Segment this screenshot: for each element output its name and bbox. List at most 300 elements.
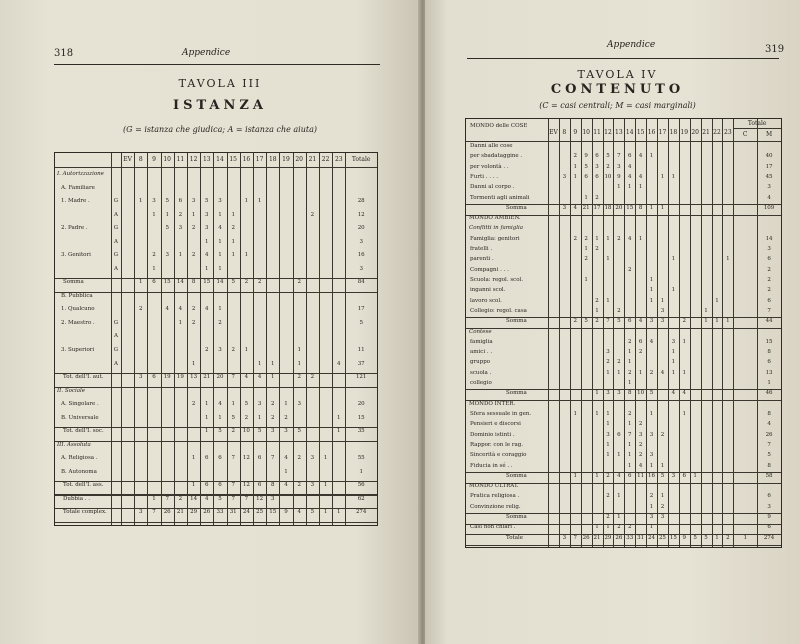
row-ga-code: G [113, 252, 119, 259]
table-cell: 2 [191, 252, 196, 259]
sum-rule [55, 441, 377, 442]
row-label: A. Singolare . [61, 401, 99, 408]
table-cell: 20 [357, 225, 365, 232]
right-page [425, 0, 800, 644]
row-label: Tot. dell'I. aut. [63, 374, 104, 381]
column-rule [161, 153, 162, 525]
column-header: 10 [582, 129, 590, 136]
table-cell: 4 [638, 153, 643, 160]
table-cell: 2 [617, 359, 621, 366]
right-head-rule [467, 58, 779, 59]
table-cell: 1 [152, 265, 156, 272]
left-running-head: Appendice [182, 48, 231, 58]
table-cell: 3 [562, 173, 567, 180]
table-cell: 2 [271, 414, 275, 421]
table-cell: 1 [638, 369, 643, 376]
column-header: 12 [189, 156, 198, 163]
table-cell: 2 [638, 441, 643, 448]
table-cell: 6 [682, 472, 686, 479]
table-cell: 6 [638, 338, 643, 345]
table-cell: 1 [715, 534, 719, 541]
table-cell: 2 [627, 338, 632, 345]
table-cell: 45 [765, 173, 773, 180]
table-cell: 6 [178, 198, 183, 205]
column-header: 20 [691, 129, 699, 136]
table-cell: 3 [178, 225, 183, 232]
row-label: III. Assoluta [57, 441, 91, 448]
table-cell: 1 [231, 211, 235, 218]
table-cell: 31 [637, 534, 645, 541]
column-rule [121, 153, 122, 525]
table-cell: 3 [595, 163, 599, 170]
table-cell: 1 [595, 411, 599, 417]
table-cell: 6 [205, 482, 209, 489]
row-label: Totale [506, 534, 524, 541]
table-cell: 1 [627, 462, 632, 469]
table-cell: 2 [297, 482, 301, 489]
table-cell: 3 [297, 401, 301, 408]
table-cell: 1 [627, 452, 632, 459]
table-cell: 6 [152, 374, 156, 381]
table-cell: 1 [323, 455, 328, 462]
table-cell: 7 [573, 534, 577, 541]
table-cell: 1 [627, 349, 632, 356]
table-cell: 4 [573, 204, 577, 211]
table-cell: 1 [584, 194, 588, 201]
row-label: Compagni . . . [470, 266, 509, 273]
table-cell: 3 [562, 204, 567, 211]
table-cell: 1 [284, 468, 288, 475]
row-label: inganni scol. [470, 287, 506, 294]
header-label: MONDO delle COSE [470, 123, 528, 129]
table-cell: 1 [649, 462, 654, 469]
table-cell: 24 [242, 509, 250, 516]
table-cell: 1 [152, 495, 156, 502]
table-cell: 7 [231, 495, 235, 502]
table-cell: 1 [606, 452, 610, 459]
row-label: 3. Superiori [61, 347, 95, 353]
column-rule [253, 153, 254, 525]
table-cell: 1 [257, 414, 262, 421]
table-cell: 1 [178, 319, 183, 326]
row-label: Dubbia . . [63, 495, 91, 502]
table-cell: 6 [617, 431, 621, 438]
table-cell: 26 [582, 534, 590, 541]
table-header-rule [55, 167, 377, 168]
row-ga-code: G [113, 319, 119, 326]
table-cell: 6 [257, 455, 262, 462]
table-cell: 3 [606, 349, 610, 356]
table-cell: 1 [671, 287, 676, 294]
total-group-header: Totale [747, 120, 767, 127]
table-cell: 9 [617, 173, 621, 180]
row-label: scuola . [470, 369, 492, 376]
table-cell: 1 [178, 252, 183, 259]
table-cell: 1 [218, 306, 222, 313]
row-label: Somma [63, 279, 84, 286]
table-cell: 6 [218, 482, 222, 489]
table-cell: 2 [638, 349, 643, 356]
table-cell: 17 [357, 306, 365, 313]
row-label: B. Universale [61, 414, 99, 421]
sum-rule [55, 292, 377, 293]
table-cell: 2 [767, 277, 771, 283]
column-header: 11 [593, 129, 601, 136]
table-cell: 1 [297, 347, 301, 353]
row-label: II. Sociale [57, 387, 86, 394]
table-cell: 8 [767, 349, 771, 356]
row-label: 3. Genitori [61, 252, 91, 259]
column-header: Totale [351, 156, 371, 163]
table-cell: 1 [627, 421, 632, 428]
table-cell: 5 [231, 279, 235, 286]
table-cell: 26 [163, 509, 171, 516]
table-cell: 7 [271, 455, 275, 462]
table-cell: 1 [584, 246, 588, 253]
row-ga-code: A [114, 211, 118, 218]
table-cell: 4 [638, 318, 643, 325]
table-cell: 12 [357, 211, 365, 218]
table-cell: 4 [257, 374, 262, 381]
table-cell: 4 [165, 306, 169, 313]
table-cell: 1 [584, 277, 588, 283]
table-cell: 1 [231, 401, 235, 408]
column-header: M [765, 131, 773, 138]
row-label: I. Autorizzazione [57, 171, 104, 177]
table-cell: 1 [191, 482, 196, 489]
table-cell: 1 [244, 198, 249, 205]
table-cell: 1 [767, 380, 771, 387]
table-cell: 2 [606, 359, 610, 366]
table-cell: 5 [244, 401, 249, 408]
row-ga-code: A [114, 265, 118, 272]
table-cell: 1 [165, 211, 169, 218]
table-cell: 274 [763, 534, 775, 541]
table-cell: 3 [139, 374, 143, 381]
table-cell: 13 [765, 369, 773, 376]
table-cell: 8 [638, 204, 643, 211]
table-cell: 2 [139, 306, 143, 313]
table-cell: 1 [606, 297, 610, 304]
table-cell: 2 [573, 153, 577, 160]
table-cell: 15 [765, 338, 773, 345]
table-cell: 4 [218, 401, 222, 408]
table-cell: 1 [649, 287, 654, 294]
table-cell: 4 [337, 360, 341, 367]
right-table-title: CONTENUTO [550, 82, 685, 97]
table-cell: 46 [765, 390, 773, 397]
column-header: 20 [295, 156, 303, 163]
column-header: 19 [680, 129, 689, 136]
table-cell: 4 [671, 390, 676, 397]
table-cell: 1 [139, 279, 143, 286]
table-cell: 2 [606, 493, 610, 500]
table-cell: 2 [205, 347, 209, 353]
column-rule [187, 153, 188, 525]
table-cell: 2 [152, 252, 156, 259]
row-label: per volontà . . [470, 163, 509, 170]
table-cell: 15 [669, 534, 677, 541]
table-cell: 2 [231, 347, 235, 353]
right-page-number: 319 [765, 44, 785, 55]
column-header: C [742, 131, 748, 138]
row-label: Somma [506, 390, 527, 397]
column-header: 9 [152, 156, 156, 163]
table-cell: 3 [638, 431, 643, 438]
table-cell: 1 [682, 369, 686, 376]
table-cell: 3 [767, 246, 771, 253]
row-label: Somma [506, 514, 527, 521]
table-cell: 15 [357, 414, 365, 421]
table-cell: 2 [767, 266, 771, 273]
table-cell: 2 [573, 235, 577, 242]
table-cell: 84 [357, 279, 365, 286]
table-cell: 1 [284, 401, 288, 408]
table-cell: 1 [704, 318, 708, 325]
table-cell: 2 [595, 246, 599, 253]
table-cell: 1 [617, 369, 621, 376]
table-cell: 1 [704, 307, 708, 314]
row-label: MONDO ULTRAT. [469, 483, 519, 490]
table-cell: 33 [626, 534, 634, 541]
table-cell: 2 [627, 266, 632, 273]
table-cell: 3 [310, 455, 315, 462]
column-header: 15 [636, 129, 645, 136]
table-cell: 33 [216, 509, 224, 516]
table-cell: 2 [191, 401, 196, 408]
table-cell: 2 [660, 431, 665, 438]
table-cell: 1 [726, 256, 730, 263]
table-cell: 15 [203, 279, 211, 286]
table-cell: 2 [638, 452, 643, 459]
row-label: Dominio istinti . [470, 431, 515, 438]
table-cell: 21 [593, 534, 601, 541]
table-cell: 109 [763, 204, 775, 211]
row-label: Famiglia: genitori [470, 235, 520, 242]
table-cell: 2 [649, 493, 654, 500]
table-cell: 1 [660, 173, 665, 180]
table-cell: 24 [648, 534, 656, 541]
table-cell: 31 [229, 509, 237, 516]
table-cell: 3 [660, 318, 665, 325]
table-cell: 2 [606, 163, 610, 170]
table-cell: 14 [190, 495, 198, 502]
table-cell: 1 [682, 411, 686, 417]
table-cell: 5 [165, 225, 169, 232]
table-cell: 6 [767, 256, 771, 263]
table-cell: 1 [606, 421, 610, 428]
table-cell: 15 [626, 204, 634, 211]
table-cell: 1 [638, 235, 643, 242]
table-cell: 1 [271, 360, 275, 367]
row-label: 2. Maestro . [61, 319, 95, 326]
table-cell: 5 [649, 390, 654, 397]
table-cell: 1 [638, 184, 643, 191]
table-cell: 1 [627, 359, 632, 366]
table-cell: 2 [726, 534, 730, 541]
table-cell: 3 [257, 401, 262, 408]
table-cell: 2 [218, 319, 222, 326]
table-cell: 1 [595, 524, 599, 531]
table-cell: 9 [767, 514, 771, 521]
row-label: fratelli . [470, 246, 493, 253]
table-cell: 10 [637, 390, 645, 397]
table-cell: 6 [595, 173, 599, 180]
table-cell: 1 [715, 318, 719, 325]
table-cell: 7 [244, 495, 249, 502]
table-cell: 3 [218, 347, 222, 353]
row-label: collegio [470, 380, 492, 387]
row-label: Contese [469, 328, 492, 335]
table-cell: 21 [203, 374, 211, 381]
table-cell: 1 [649, 297, 654, 304]
table-cell: 1 [152, 211, 156, 218]
column-rule [332, 153, 333, 525]
table-cell: 1 [218, 252, 222, 259]
table-cell: 3 [660, 514, 665, 521]
table-cell: 1 [218, 238, 222, 245]
table-cell: 2 [231, 225, 235, 232]
table-cell: 12 [242, 455, 250, 462]
sum-rule [55, 522, 377, 523]
table-cell: 1 [617, 452, 621, 459]
table-cell: 44 [765, 318, 773, 325]
row-label: A. Familiare [61, 184, 95, 191]
table-cell: 3 [359, 238, 363, 245]
table-cell: 1 [218, 211, 222, 218]
column-header: 18 [268, 156, 277, 163]
table-cell: 9 [682, 534, 686, 541]
row-label: Convinzione relig. [470, 503, 521, 510]
row-label: Sincerità e coraggio [470, 452, 527, 459]
table-cell: 7 [231, 482, 235, 489]
table-cell: 2 [310, 211, 315, 218]
table-cell: 4 [284, 482, 288, 489]
table-cell: 2 [271, 401, 275, 408]
table-cell: 2 [617, 524, 621, 531]
row-label: parenti . [470, 256, 494, 263]
row-ga-code: G [113, 225, 119, 232]
table-cell: 6 [767, 359, 771, 366]
table-cell: 2 [606, 514, 610, 521]
table-cell: 9 [284, 509, 288, 516]
table-cell: 3 [617, 163, 621, 170]
table-cell: 1 [573, 472, 577, 479]
table-cell: 1 [337, 509, 341, 516]
table-cell: 1 [606, 441, 610, 448]
table-cell: 1 [205, 265, 209, 272]
table-cell: 1 [595, 307, 599, 314]
table-cell: 3 [671, 472, 676, 479]
table-cell: 6 [584, 173, 588, 180]
table-cell: 15 [269, 509, 277, 516]
table-cell: 1 [191, 360, 196, 367]
table-cell: 7 [231, 374, 235, 381]
table-cell: 4 [218, 225, 222, 232]
column-rule [147, 153, 148, 525]
column-header: 23 [334, 156, 343, 163]
table-cell: 1 [726, 318, 730, 325]
row-label: Pratica religiosa . [470, 493, 520, 500]
table-cell: 4 [205, 495, 209, 502]
table-cell: 2 [191, 306, 196, 313]
table-cell: 18 [604, 204, 612, 211]
table-cell: 6 [767, 297, 771, 304]
table-cell: 6 [767, 524, 771, 531]
left-table-label: TAVOLA III [178, 77, 262, 90]
column-rule [319, 153, 320, 525]
table-cell: 1 [682, 338, 686, 345]
table-cell: 1 [743, 534, 747, 541]
table-cell: 14 [176, 279, 184, 286]
table-cell: 3 [218, 198, 222, 205]
table-cell: 1 [627, 184, 632, 191]
row-label: B. Pubblica [61, 292, 93, 299]
row-label: Fiducia in sé . . [470, 462, 513, 469]
table-cell: 2 [310, 374, 315, 381]
table-cell: 1 [573, 163, 577, 170]
table-cell: 1 [595, 472, 599, 479]
table-cell: 3 [359, 265, 363, 272]
table-cell: 28 [357, 198, 365, 205]
table-cell: 4 [297, 509, 301, 516]
table-cell: 3 [671, 338, 676, 345]
table-cell: 4 [649, 338, 654, 345]
table-cell: 3 [617, 390, 621, 397]
table-cell: 1 [606, 235, 610, 242]
table-cell: 55 [357, 455, 365, 462]
table-cell: 2 [767, 287, 771, 294]
table-cell: 26 [203, 509, 211, 516]
table-cell: 1 [573, 173, 577, 180]
table-cell: 7 [617, 153, 621, 160]
table-cell: 1 [205, 401, 209, 408]
table-cell: 3 [562, 534, 567, 541]
table-cell: 26 [765, 431, 773, 438]
row-label: Somma [506, 472, 527, 479]
table-cell: 6 [205, 455, 209, 462]
table-cell: 3 [271, 495, 275, 502]
left-subtitle: (G = istanza che giudica; A = istanza che aiuta) [123, 125, 317, 134]
column-rule [293, 153, 294, 525]
table-cell: 6 [627, 472, 632, 479]
table-cell: 1 [257, 198, 262, 205]
table-cell: 25 [658, 534, 666, 541]
table-cell: 5 [231, 414, 235, 421]
row-label: A. Religiosa . [61, 455, 98, 462]
table-cell: 5 [704, 534, 708, 541]
table-cell: 3 [191, 198, 196, 205]
column-header: 23 [724, 129, 732, 136]
table-cell: 2 [178, 495, 183, 502]
table-cell: 1 [606, 369, 610, 376]
table-cell: 1 [660, 493, 665, 500]
right-subtitle: (C = casi centrali; M = casi marginali) [539, 101, 696, 110]
column-rule [306, 153, 307, 525]
table-cell: 20 [615, 204, 623, 211]
table-cell: 17 [765, 163, 773, 170]
row-label: Somma [506, 318, 527, 325]
table-cell: 3 [139, 509, 143, 516]
table-cell: 1 [359, 468, 363, 475]
table-cell: 14 [765, 235, 773, 242]
table-cell: 1 [191, 211, 196, 218]
table-cell: 3 [310, 482, 315, 489]
table-cell: 58 [765, 472, 773, 479]
table-cell: 13 [190, 374, 198, 381]
table-cell: 8 [767, 462, 771, 469]
table-cell: 1 [337, 428, 341, 435]
